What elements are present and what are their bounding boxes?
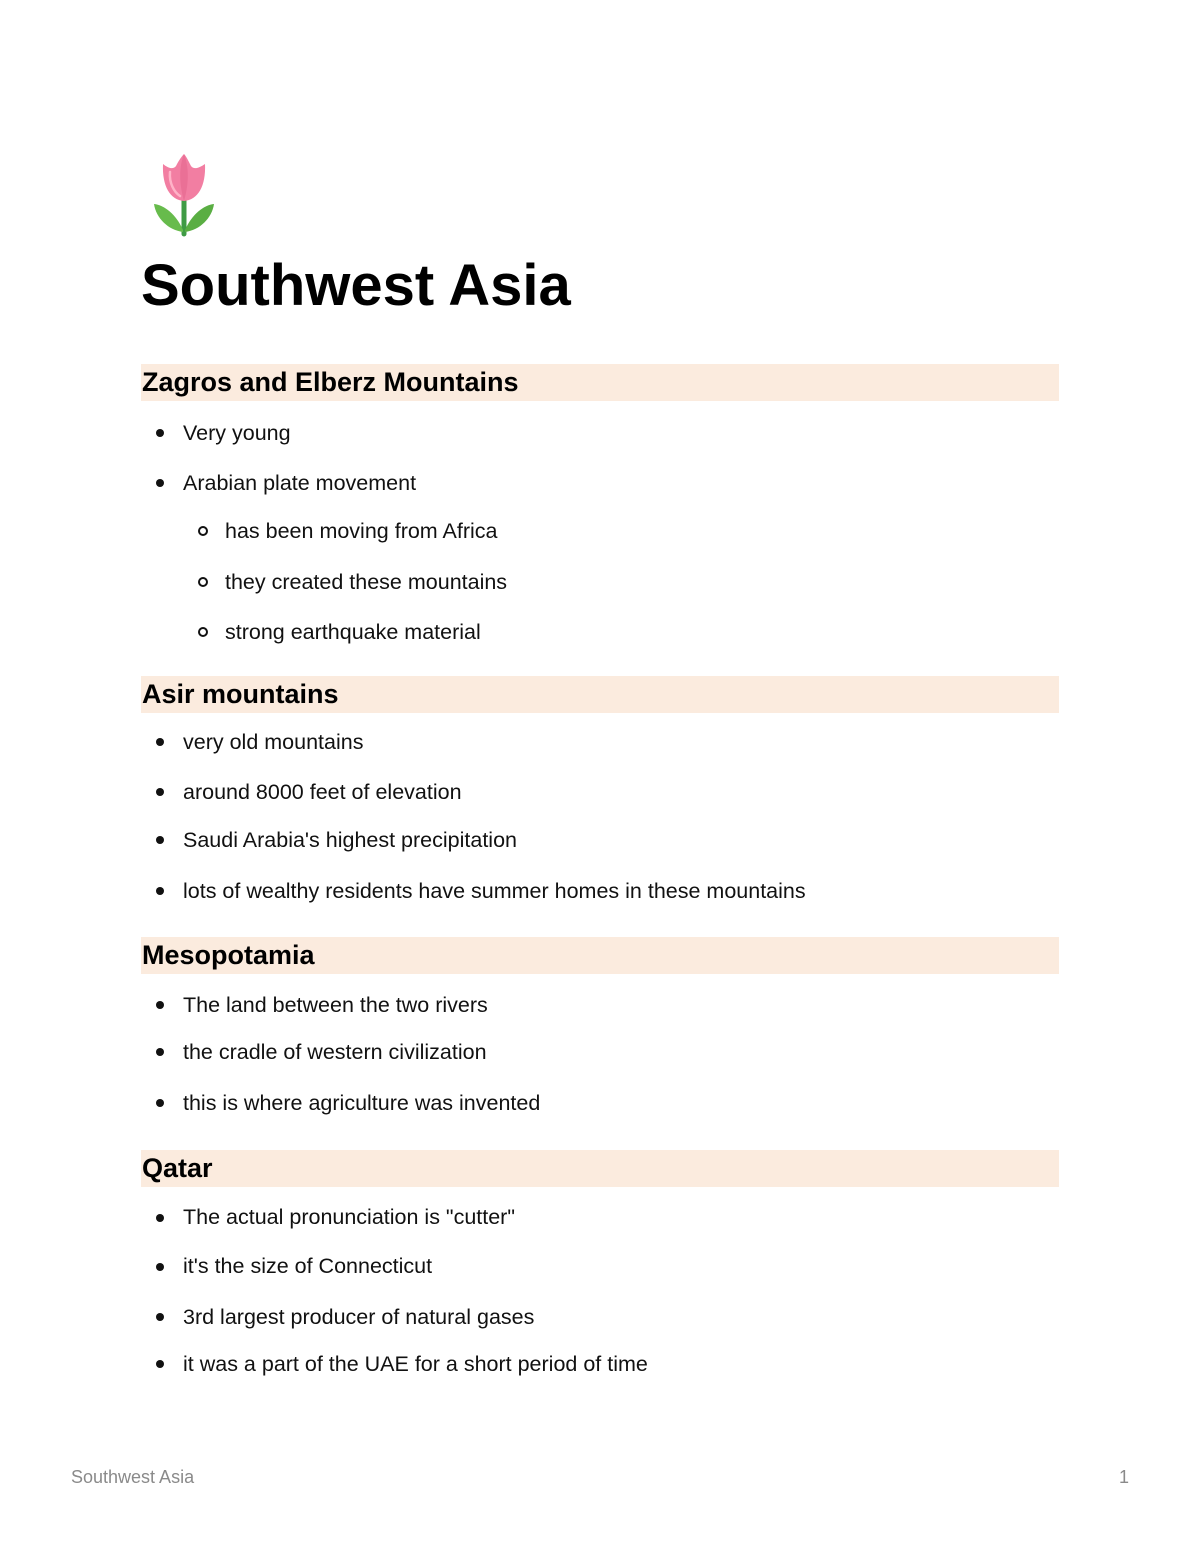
tulip-icon	[150, 150, 220, 238]
bullet-dot	[156, 788, 164, 796]
bullet-list	[141, 408, 1059, 657]
list-item-text: it's the size of Connecticut	[183, 1254, 433, 1278]
list-item-text: Arabian plate movement	[183, 471, 417, 495]
bullet-list	[141, 980, 1059, 1128]
list-item	[141, 817, 1059, 866]
section-heading: Qatar	[141, 1150, 1059, 1187]
bullet-dot	[156, 1001, 164, 1009]
list-item	[141, 1242, 1059, 1292]
section-qatar	[141, 1150, 1059, 1390]
list-item-text: very old mountains	[183, 730, 364, 754]
bullet-list	[141, 717, 1059, 916]
list-item-text: Saudi Arabia's highest precipitation	[183, 828, 517, 852]
section-heading: Zagros and Elberz Mountains	[141, 364, 1059, 401]
section-asir-mountains	[141, 676, 1059, 916]
bullet-dot	[156, 1313, 164, 1321]
bullet-dot	[156, 1214, 164, 1222]
section-heading: Mesopotamia	[141, 937, 1059, 974]
list-item	[141, 1078, 1059, 1128]
list-item	[141, 767, 1059, 817]
bullet-dot	[156, 1048, 164, 1056]
bullet-list	[141, 1193, 1059, 1390]
footer-page-number: 1	[1118, 1467, 1129, 1487]
sub-list-item-text: has been moving from Africa	[225, 519, 498, 543]
sub-list-item	[141, 508, 1059, 557]
list-item	[141, 866, 1059, 916]
list-item-text: The land between the two rivers	[183, 993, 488, 1017]
sub-list-item	[141, 607, 1059, 657]
list-item	[141, 1292, 1059, 1341]
list-item-text: Very young	[183, 421, 291, 445]
page-title: Southwest Asia	[141, 253, 571, 318]
list-item	[141, 717, 1059, 767]
list-item	[141, 1341, 1059, 1390]
bullet-circle	[198, 627, 208, 637]
list-item	[141, 1193, 1059, 1242]
sub-list-item	[141, 557, 1059, 607]
bullet-dot	[156, 836, 164, 844]
footer-document-title: Southwest Asia	[71, 1467, 195, 1487]
list-item-text: around 8000 feet of elevation	[183, 780, 462, 804]
bullet-dot	[156, 429, 164, 437]
list-item	[141, 1029, 1059, 1078]
bullet-dot	[156, 1263, 164, 1271]
bullet-circle	[198, 526, 208, 536]
list-item-text: it was a part of the UAE for a short period of time	[183, 1352, 648, 1376]
list-item	[141, 408, 1059, 458]
section-mesopotamia	[141, 937, 1059, 1128]
list-item	[141, 458, 1059, 657]
list-item-text: this is where agriculture was invented	[183, 1091, 541, 1115]
bullet-dot	[156, 479, 164, 487]
list-item-text: The actual pronunciation is "cutter"	[183, 1205, 515, 1229]
list-item-text: the cradle of western civilization	[183, 1040, 487, 1064]
sub-bullet-list	[141, 508, 1059, 657]
sub-list-item-text: they created these mountains	[225, 570, 508, 594]
section-zagros-elberz	[141, 364, 1059, 657]
sub-list-item-text: strong earthquake material	[225, 620, 481, 644]
bullet-dot	[156, 1360, 164, 1368]
bullet-dot	[156, 1099, 164, 1107]
list-item-text: 3rd largest producer of natural gases	[183, 1305, 535, 1329]
list-item-text: lots of wealthy residents have summer homes in these mountains	[183, 879, 806, 903]
list-item	[141, 980, 1059, 1029]
bullet-circle	[198, 577, 208, 587]
bullet-dot	[156, 738, 164, 746]
bullet-dot	[156, 887, 164, 895]
section-heading: Asir mountains	[141, 676, 1059, 713]
